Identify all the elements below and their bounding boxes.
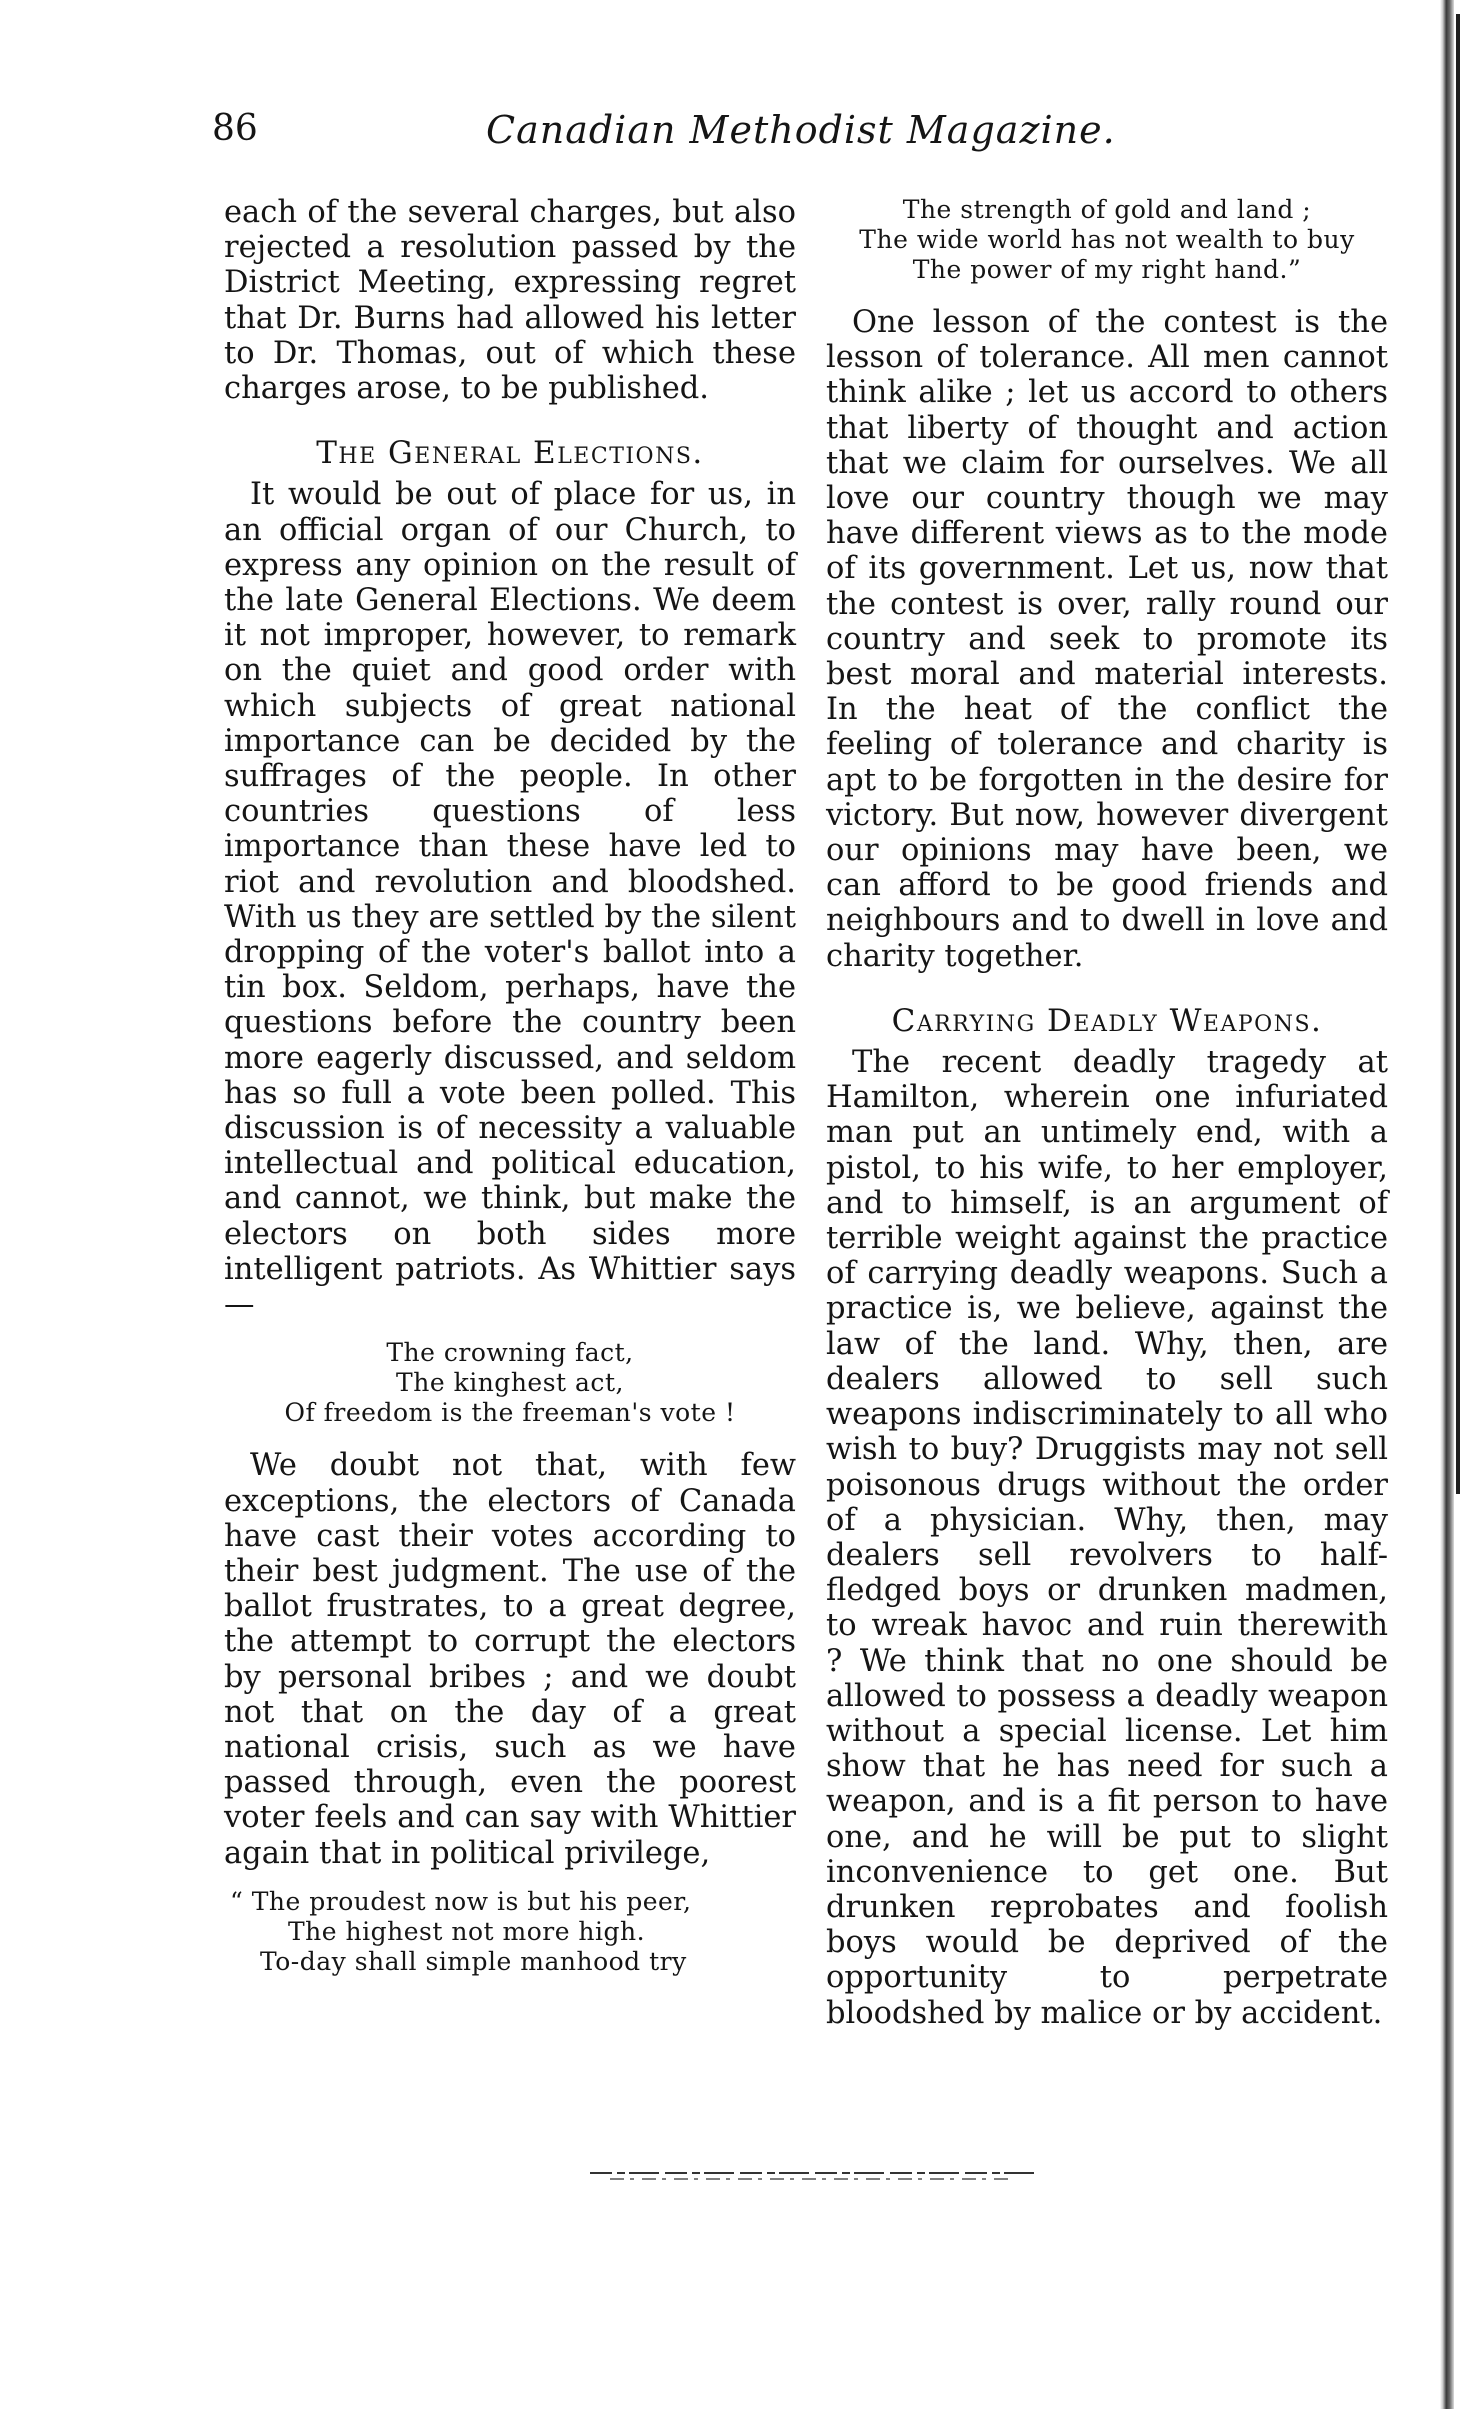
verse-quote-freedom (224, 1338, 796, 1428)
weapons-paragraph: The recent deadly tragedy at Hamilton, wherein one infuriated man put an untimely end, with a pistol, to his wife, to her employer, and to himself, is an argument of terrible weight against the practice of carrying deadly weapons. Such a practice is, we believe, against the law of the land. Why, then, are dealers allowed to sell such weapons indiscriminately to all who wish to buy? Druggists may not sell poisonous drugs without the order of a physician. Why, then, may dealers sell revolvers to half-fledged boys or drunken madmen, to wreak havoc and ruin therewith ? We think that no one should be allowed to possess a deadly weapon without a special license. Let him show that he has need for such a weapon, and is a fit person to have one, and he will be put to slight inconvenience to get one. But drunken reprobates and foolish boys would be deprived of the opportunity to perpetrate bloodshed by malice or by accident. (826, 1045, 1388, 2031)
section-heading-general-elections: The General Elections. (316, 435, 704, 472)
ballot-paragraph: We doubt not that, with few exceptions, the electors of Canada have cast their votes according to their best judgment. The use of the ballot frustrates, to a great degree, the attempt to corrupt the electors by personal bribes ; and we doubt not that on the day of a great national crisis, such as we have passed through, even the poorest voter feels and can say with Whittier again that in political privilege, (224, 1448, 796, 1871)
page-header (0, 108, 1474, 168)
verse-line: The power of my right hand.” (912, 255, 1302, 284)
end-ornament-rule (590, 2170, 1040, 2182)
verse-quote-continued (826, 195, 1388, 285)
elections-paragraph: It would be out of place for us, in an official organ of our Church, to express any opinion on the result of the late General Elections. We deem it not improper, however, to remark on the quiet and good order with which subjects of great national importance can be decided by the suffrages of the people. In other countries questions of less importance than these have led to riot and revolution and bloodshed. With us they are settled by the silent dropping of the voter's ballot into a tin box. Seldom, perhaps, have the questions before the country been more eagerly discussed, and seldom has so full a vote been polled. This discussion is of necessity a valuable intellectual and political education, and cannot, we think, but make the electors on both sides more intelligent patriots. As Whittier says— (224, 477, 796, 1323)
page-binding-edge (1440, 0, 1454, 2409)
running-title: Canadian Methodist Magazine. (486, 108, 1116, 152)
verse-line: “ The proudest now is but his peer, (230, 1886, 692, 1916)
intro-paragraph: each of the several charges, but also rejected a resolution passed by the District Meeting, expressing regret that Dr. Burns had allowed his letter to Dr. Thomas, out of which these charges arose, to be published. (224, 195, 796, 407)
binding-rule (1456, 14, 1460, 1494)
right-column (826, 195, 1388, 2031)
verse-line: The crowning fact, (386, 1338, 634, 1368)
verse-line: The wide world has not wealth to buy (859, 225, 1355, 254)
tolerance-paragraph: One lesson of the contest is the lesson of tolerance. All men cannot think alike ; let us accord to others that liberty of thought and action that we claim for ourselves. We all love our country though we may have different views as to the mode of its government. Let us, now that the contest is over, rally round our country and seek to promote its best moral and material interests. In the heat of the conflict the feeling of tolerance and charity is apt to be forgotten in the desire for victory. But now, however divergent our opinions may have been, we can afford to be good friends and neighbours and to dwell in love and charity together. (826, 305, 1388, 974)
verse-line: The highest not more high. (288, 1916, 646, 1946)
verse-line: Of freedom is the freeman's vote ! (284, 1398, 736, 1428)
section-heading-deadly-weapons: Carrying Deadly Weapons. (891, 1002, 1323, 1039)
verse-line: The strength of gold and land ; (902, 195, 1312, 224)
page-number: 86 (212, 108, 258, 149)
left-column (224, 195, 796, 1997)
verse-quote-peer (224, 1887, 796, 1977)
verse-line: The kinghest act, (396, 1368, 624, 1398)
verse-line: To-day shall simple manhood try (260, 1946, 687, 1976)
